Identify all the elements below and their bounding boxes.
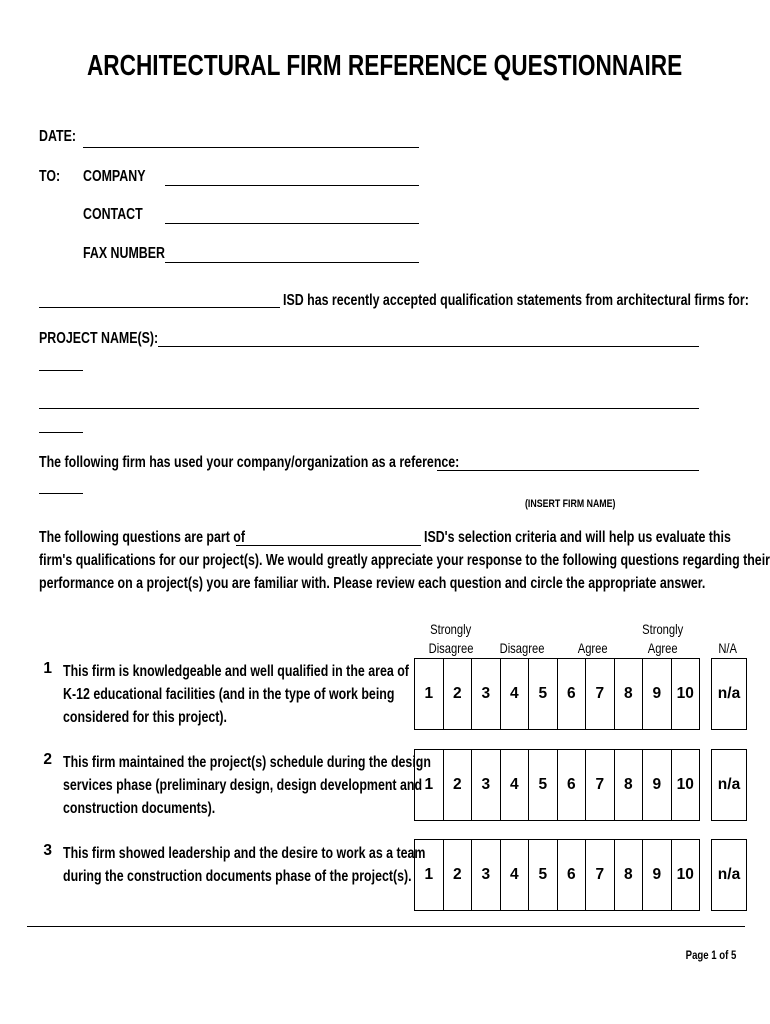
contact-field[interactable] xyxy=(165,223,419,224)
firm-name-field[interactable] xyxy=(437,470,699,471)
header-agree: Agree xyxy=(578,640,608,656)
intro-paragraph-line2: firm's qualifications for our project(s). We would greatly appreciate your response to the following questions regarding their xyxy=(39,552,770,569)
fax-label: FAX NUMBER xyxy=(83,245,165,262)
rating-option[interactable]: 10 xyxy=(671,840,700,910)
rating-option[interactable]: 8 xyxy=(614,750,643,820)
rating-option[interactable]: 1 xyxy=(424,776,434,793)
rating-na-q1[interactable]: n/a xyxy=(711,658,747,730)
question-text: This firm is knowledgeable and well qualified in the area of K-12 educational facilities (and in the type of work being considered for this project). xyxy=(63,663,409,726)
reference-statement: The following firm has used your company/organization as a reference: xyxy=(39,454,460,471)
rating-option[interactable]: 3 xyxy=(471,659,500,729)
project-names-field-2[interactable] xyxy=(39,408,699,409)
header-strongly-disagree: Strongly Disagree xyxy=(428,621,474,656)
rating-option[interactable]: 2 xyxy=(443,840,472,910)
header-na: N/A xyxy=(718,640,738,656)
project-names-field-cont[interactable] xyxy=(39,370,83,371)
intro-paragraph-line1a: The following questions are part of xyxy=(39,529,245,546)
footer-divider xyxy=(27,926,745,927)
rating-option[interactable]: 1 xyxy=(424,685,434,702)
rating-option[interactable]: 8 xyxy=(614,659,643,729)
rating-option[interactable]: 4 xyxy=(500,840,529,910)
isd-name-field[interactable] xyxy=(39,307,280,308)
insert-firm-name-caption: (INSERT FIRM NAME) xyxy=(525,498,616,510)
project-names-field[interactable] xyxy=(158,346,699,347)
rating-option[interactable]: 3 xyxy=(471,750,500,820)
header-disagree: Disagree xyxy=(499,640,545,656)
question-number: 3 xyxy=(43,842,52,859)
isd-name-field-2[interactable] xyxy=(236,545,421,546)
date-label: DATE: xyxy=(39,128,76,145)
rating-option[interactable]: 2 xyxy=(443,750,472,820)
rating-option[interactable]: 5 xyxy=(528,750,557,820)
company-field[interactable] xyxy=(165,185,419,186)
rating-option[interactable]: 7 xyxy=(585,840,614,910)
rating-option[interactable]: 9 xyxy=(642,840,671,910)
date-field[interactable] xyxy=(83,147,419,148)
rating-option[interactable]: 10 xyxy=(671,659,700,729)
rating-option[interactable]: 6 xyxy=(557,659,586,729)
rating-option[interactable]: 2 xyxy=(443,659,472,729)
fax-field[interactable] xyxy=(165,262,419,263)
rating-option[interactable]: 5 xyxy=(528,659,557,729)
question-number: 1 xyxy=(43,660,52,677)
rating-na-q2[interactable]: n/a xyxy=(711,749,747,821)
intro-paragraph-line1b: ISD's selection criteria and will help us evaluate this xyxy=(424,529,731,546)
rating-option[interactable]: 4 xyxy=(500,659,529,729)
rating-option[interactable]: 3 xyxy=(471,840,500,910)
page-title: ARCHITECTURAL FIRM REFERENCE QUESTIONNAIRE xyxy=(87,50,683,82)
question-text: This firm maintained the project(s) schedule during the design services phase (preliminary design, design development and construction documents). xyxy=(63,754,431,817)
rating-option[interactable]: 7 xyxy=(585,659,614,729)
company-label: COMPANY xyxy=(83,168,146,185)
isd-statement: ISD has recently accepted qualification statements from architectural firms for: xyxy=(283,292,749,309)
rating-option[interactable]: 4 xyxy=(500,750,529,820)
contact-label: CONTACT xyxy=(83,206,143,223)
rating-scale-q1 xyxy=(414,658,700,730)
page-number: Page 1 of 5 xyxy=(685,948,736,962)
rating-option[interactable]: 8 xyxy=(614,840,643,910)
rating-option[interactable]: 6 xyxy=(557,840,586,910)
rating-option[interactable]: 10 xyxy=(671,750,700,820)
rating-option[interactable]: 7 xyxy=(585,750,614,820)
rating-option[interactable]: 6 xyxy=(557,750,586,820)
firm-name-field-cont[interactable] xyxy=(39,493,83,494)
rating-option[interactable]: 9 xyxy=(642,659,671,729)
to-label: TO: xyxy=(39,168,61,185)
project-names-field-2-cont[interactable] xyxy=(39,432,83,433)
rating-option[interactable]: 1 xyxy=(424,866,434,883)
intro-paragraph-line3: performance on a project(s) you are familiar with. Please review each question and circle the appropriate answer. xyxy=(39,575,706,592)
rating-option[interactable]: 9 xyxy=(642,750,671,820)
rating-scale-q3 xyxy=(414,839,700,911)
project-names-label: PROJECT NAME(S): xyxy=(39,330,159,347)
question-number: 2 xyxy=(43,751,52,768)
rating-scale-q2 xyxy=(414,749,700,821)
rating-option[interactable]: 5 xyxy=(528,840,557,910)
header-strongly-agree: Strongly Agree xyxy=(642,621,684,656)
rating-na-q3[interactable]: n/a xyxy=(711,839,747,911)
question-text: This firm showed leadership and the desire to work as a team during the construction documents phase of the project(s). xyxy=(63,845,426,885)
